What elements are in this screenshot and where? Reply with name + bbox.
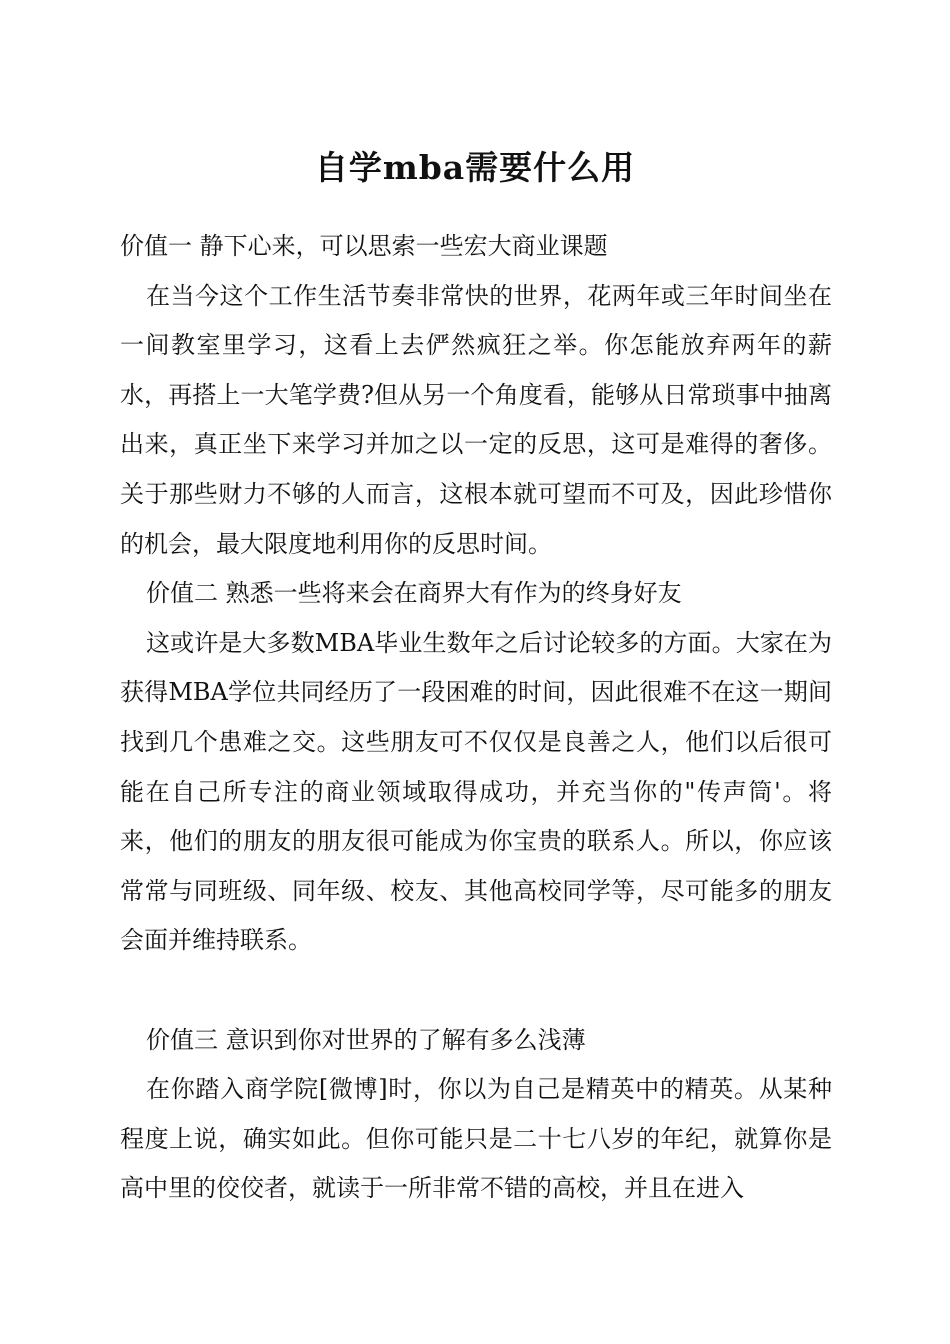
document-body (120, 222, 832, 1214)
section-heading-3: 价值三 意识到你对世界的了解有多么浅薄 (146, 1025, 586, 1054)
paragraph-3: 在你踏入商学院[微博]时，你以为自己是精英中的精英。从某种程度上说，确实如此。但你可能只是二十七八岁的年纪，就算你是高中里的佼佼者，就读于一所非常不错的高校，并且在进入 (120, 1075, 832, 1203)
blank-line (120, 966, 832, 1016)
paragraph-2: 这或许是大多数MBA毕业生数年之后讨论较多的方面。大家在为获得MBA学位共同经历了一段困难的时间，因此很难不在这一期间找到几个患难之交。这些朋友可不仅仅是良善之人，他们以后很可能在自己所专注的商业领域取得成功，并充当你的"传声筒'。将来，他们的朋友的朋友很可能成为你宝贵的联系人。所以，你应该常常与同班级、同年级、校友、其他高校同学等，尽可能多的朋友会面并维持联系。 (120, 628, 832, 955)
document-title: 自学mba需要什么用 (314, 148, 636, 187)
section-heading-1: 价值一 静下心来，可以思索一些宏大商业课题 (120, 232, 608, 260)
paragraph-1: 在当今这个工作生活节奏非常快的世界，花两年或三年时间坐在一间教室里学习，这看上去俨然疯狂之举。你怎能放弃两年的薪水，再搭上一大笔学费?但从另一个角度看，能够从日常琐事中抽离出来，真正坐下来学习并加之以一定的反思，这可是难得的奢侈。关于那些财力不够的人而言，这根本就可望而不可及，因此珍惜你的机会，最大限度地利用你的反思时间。 (120, 281, 832, 558)
section-heading-2: 价值二 熟悉一些将来会在商界大有作为的终身好友 (146, 579, 682, 608)
